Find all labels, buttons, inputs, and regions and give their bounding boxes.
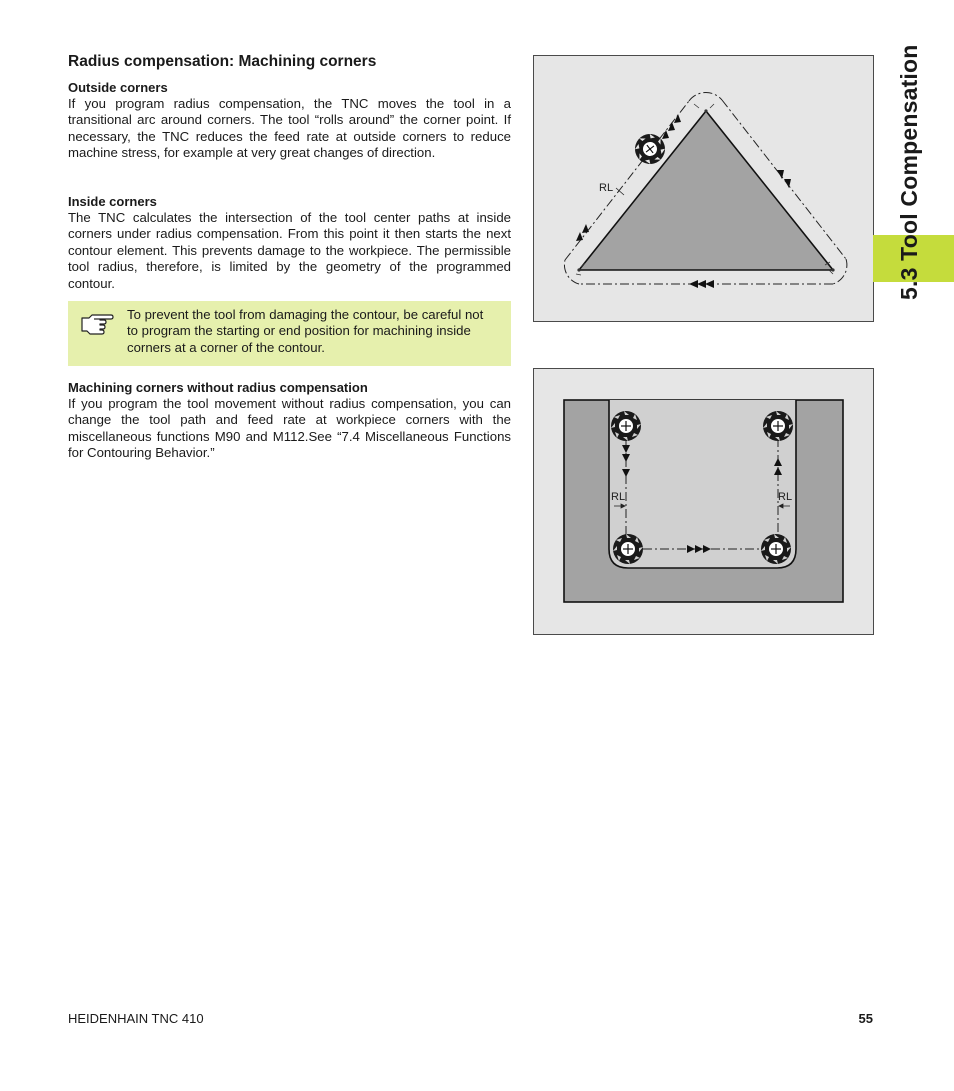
rectangle-diagram <box>534 369 873 634</box>
cutter-icon <box>763 411 793 441</box>
triangle-workpiece <box>579 111 833 270</box>
without-compensation-block <box>68 380 511 462</box>
inside-corners-figure <box>533 368 874 635</box>
note-box <box>68 301 511 366</box>
rl-label-right: RL <box>778 491 793 503</box>
section-title: Radius compensation: Machining corners <box>68 53 377 70</box>
rl-label-left: RL <box>611 491 626 503</box>
cutter-icon <box>761 534 791 564</box>
triangle-diagram <box>534 56 873 321</box>
page-number: 55 <box>858 1011 873 1026</box>
note-text: To prevent the tool from damaging the contour, be careful not to program the starting or end position for machining inside corners at a corner of the contour. <box>127 307 484 355</box>
inside-corners-block <box>68 194 511 292</box>
inside-corners-heading: Inside corners <box>68 194 157 209</box>
outside-corners-text: If you program radius compensation, the TNC moves the tool in a transitional arc around corners. The tool “rolls around” the corner point. If necessary, the TNC reduces the feed rate at outside corners to reduce machine stress, for example at very great changes of direction. <box>68 96 511 161</box>
footer-manual: HEIDENHAIN TNC 410 <box>68 1011 204 1026</box>
cutter-icon <box>613 534 643 564</box>
cutter-icon <box>611 411 641 441</box>
outside-corners-figure <box>533 55 874 322</box>
without-compensation-text: If you program the tool movement without radius compensation, you can change the tool path and feed rate at workpiece corners with the miscellaneous functions M90 and M112.See “7.4 Miscellaneous Functions for Contouring Behavior.” <box>68 396 511 461</box>
pointing-hand-icon <box>80 311 114 335</box>
chapter-tab-label: 5.3 Tool Compensation <box>896 44 922 300</box>
outside-corners-heading: Outside corners <box>68 80 168 95</box>
inside-corners-text: The TNC calculates the intersection of the tool center paths at inside corners under radius compensation. From this point it then starts the next contour element. This prevents damage to the workpiece. The permissible tool radius, therefore, is limited by the geometry of the programmed contour. <box>68 210 511 291</box>
triangle-rl-label: RL <box>599 182 614 194</box>
outside-corners-block <box>68 80 511 162</box>
without-compensation-heading: Machining corners without radius compensation <box>68 380 368 395</box>
